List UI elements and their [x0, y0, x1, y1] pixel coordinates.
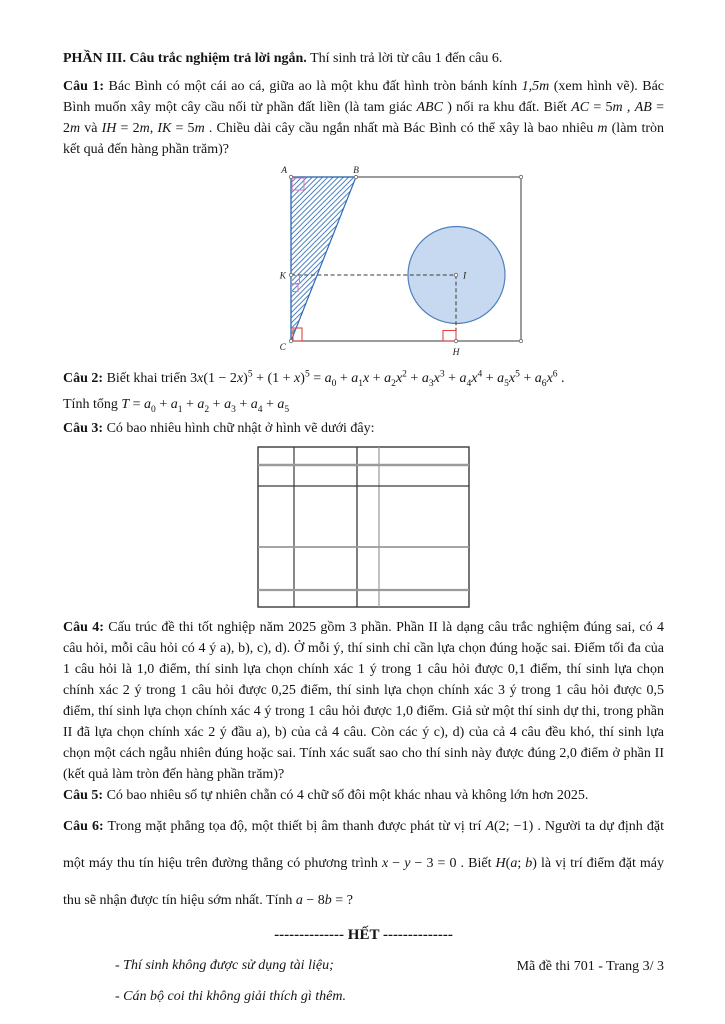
- vertex-label-a: A: [280, 166, 287, 176]
- question-label: Câu 1:: [63, 79, 105, 94]
- grid-vertical-lines: [294, 447, 379, 607]
- question-5: [63, 785, 664, 806]
- question-3: [63, 418, 664, 439]
- question-body: Có bao nhiêu hình chữ nhật ở hình vẽ dưới đây:: [106, 421, 375, 436]
- pond-figure: [263, 164, 535, 362]
- grid-figure: [257, 446, 470, 608]
- question-label: Câu 2:: [63, 371, 104, 386]
- end-marker: -------------- HẾT --------------: [274, 927, 453, 943]
- vertex-label-b: B: [352, 166, 359, 176]
- question-body: Bác Bình có một cái ao cá, giữa ao là một khu đất hình tròn bánh kính 1,5m (xem hình vẽ). Bác Bình muốn xây một cây cầu nối từ phần đất liền (là tam giác ABC ) nối ra khu đất. Biết AC = 5m , AB = 2m và IH = 2m, IK = 5m . Chiều dài cây cầu ngắn nhất mà Bác Bình có thể xây là bao nhiêu m (làm tròn kết quả đến hàng phần trăm)?: [63, 79, 664, 157]
- part-header: [63, 48, 664, 69]
- question-label: Câu 3:: [63, 421, 104, 436]
- grid-horizontal-lines: [258, 465, 469, 590]
- vertex-label-c: C: [279, 343, 286, 353]
- question-6: [63, 808, 664, 919]
- question-body: Có bao nhiêu số tự nhiên chẵn có 4 chữ số đôi một khác nhau và không lớn hơn 2025.: [106, 788, 589, 803]
- part-instruction: Thí sinh trả lời từ câu 1 đến câu 6.: [310, 51, 503, 66]
- note-line: - Cán bộ coi thi không giải thích gì thêm.: [115, 989, 346, 1004]
- figure-pond-container: [98, 164, 699, 362]
- figure-grid-container: [63, 446, 664, 608]
- question-body: Trong mặt phẳng tọa độ, một thiết bị âm thanh được phát từ vị trí A(2; −1) . Người ta dự định đặt một máy thu tín hiệu trên đường thẳng có phương trình x − y − 3 = 0 . Biết H(a; b) là vị trí điểm đặt máy thu sẽ nhận được tín hiệu sớm nhất. Tính a − 8b = ?: [63, 819, 665, 908]
- grid-outer-rect: [258, 447, 469, 607]
- vertex-label-k: K: [279, 271, 286, 282]
- page-footer: Mã đề thi 701 - Trang 3/ 3: [516, 959, 664, 974]
- question-1: [63, 76, 664, 160]
- vertex-label-h: H: [452, 348, 459, 358]
- question-2: [63, 366, 664, 418]
- triangle-abc: [291, 177, 356, 341]
- vertex-label-i: I: [462, 271, 466, 282]
- note-line: - Thí sinh không được sử dụng tài liệu;: [115, 958, 334, 973]
- part-title: PHẦN III. Câu trắc nghiệm trả lời ngắn.: [63, 51, 307, 66]
- question-2-line2: Tính tổng $T = a_0 + a_1 + a_2 + a_3 + a_4 + a_5$: [63, 397, 290, 415]
- question-body: Cấu trúc đề thi tốt nghiệp năm 2025 gồm 3 phần. Phần II là dạng câu trắc nghiệm đúng sai, có 4 câu hỏi, mỗi câu hỏi có 4 ý a), b), c), d). Ở mỗi ý, thí sinh chỉ cần lựa chọn đúng hoặc sai. Điểm tối đa của 1 câu hỏi là 1,0 điểm, thí sinh lựa chọn chính xác 1 ý trong 1 câu hỏi được 0,1 điểm, thí sinh lựa chọn chính xác 2 ý trong 1 câu hỏi được 0,25 điểm, thí sinh lựa chọn chính xác 3 ý trong 1 câu hỏi được 0,5 điểm, thí sinh lựa chọn chính xác 4 ý trong 1 câu hỏi được 1,0 điểm. Giả sử một thí sinh dự thi, trong phần II đã lựa chọn chính xác 2 ý đầu a), b) của cả 4 câu. Còn các ý c), d) của cả 4 câu đều khó, thí sinh lựa chọn một cách ngẫu nhiên đúng hoặc sai. Tính xác suất sao cho thí sinh này được đúng 2,0 điểm ở phần II (kết quả làm tròn đến hàng phần trăm)?: [63, 620, 664, 782]
- question-label: Câu 6:: [63, 819, 104, 834]
- question-label: Câu 4:: [63, 620, 104, 635]
- question-label: Câu 5:: [63, 788, 104, 803]
- question-4: [63, 617, 664, 785]
- question-body: Biết khai triển $3x(1 - 2x)^5 + (1 + x)^5 = a_0 + a_1x + a_2x^2 + a_3x^3 + a_4x^4 + a_5x^5 + a_6x^6$ .: [106, 369, 565, 389]
- right-angle-mark-h: [443, 331, 456, 342]
